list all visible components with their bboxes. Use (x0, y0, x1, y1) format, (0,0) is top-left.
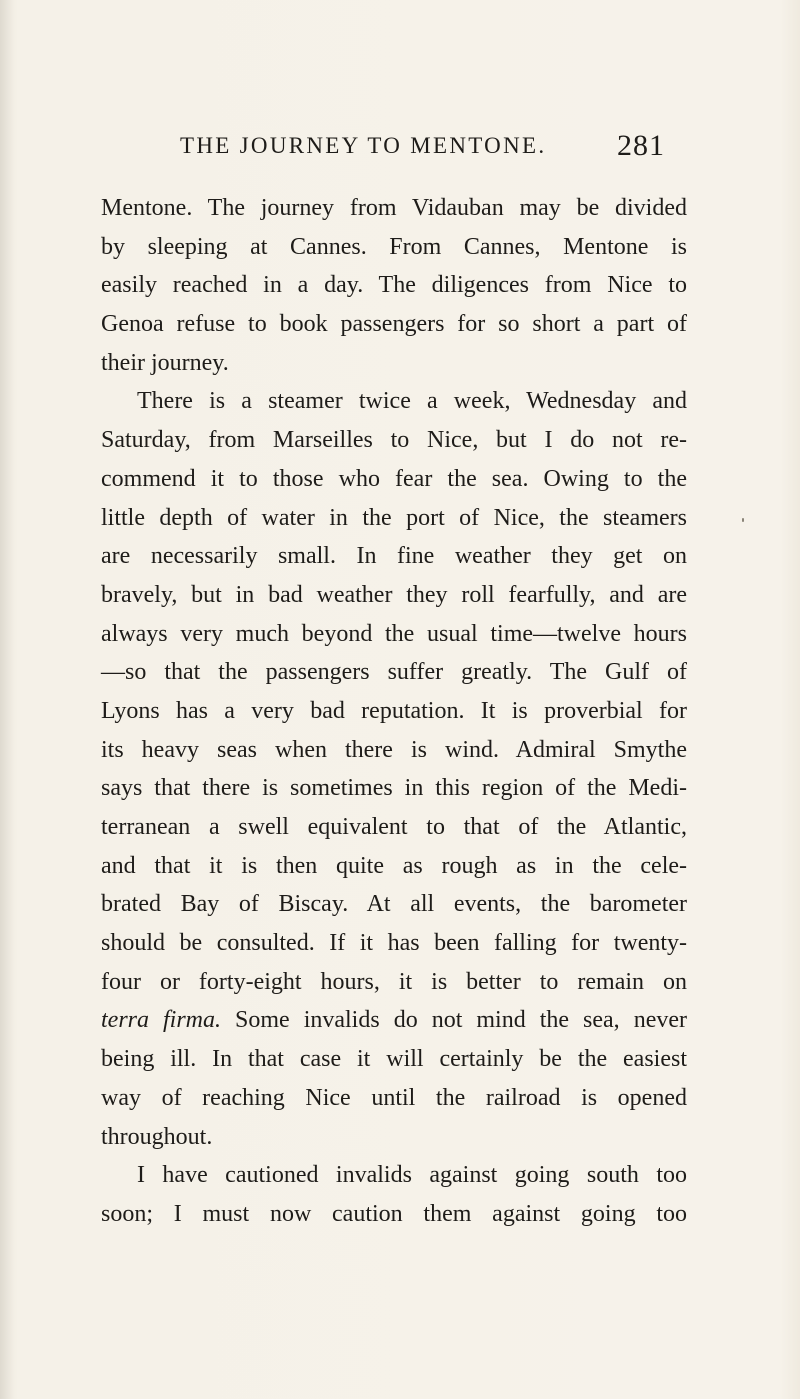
text-line: brated Bay of Biscay. At all events, the barometer (101, 891, 687, 918)
text-line: being ill. In that case it will certainly be the easiest (101, 1046, 687, 1073)
text-line: their journey. (101, 349, 229, 376)
text-line: and that it is then quite as rough as in the cele- (101, 852, 687, 879)
running-title: THE JOURNEY TO MENTONE. (180, 133, 547, 158)
text-line: Saturday, from Marseilles to Nice, but I do not re- (101, 427, 687, 454)
text-line: by sleeping at Cannes. From Cannes, Mentone is (101, 233, 687, 260)
text-line-rest: Some invalids do not mind the sea, never (221, 1007, 687, 1034)
text-line: terranean a swell equivalent to that of the Atlantic, (101, 814, 687, 840)
page-header (180, 129, 680, 173)
text-line-with-italic (101, 1001, 687, 1040)
text-line: Lyons has a very bad reputation. It is proverbial for (101, 697, 687, 724)
body-text (101, 189, 687, 1234)
text-line: way of reaching Nice until the railroad is opened (101, 1084, 687, 1111)
text-line: four or forty-eight hours, it is better to remain on (101, 968, 687, 995)
binding-shadow (0, 0, 14, 1399)
text-line: Genoa refuse to book passengers for so short a part of (101, 311, 687, 338)
italic-phrase: terra firma. (101, 1007, 222, 1034)
text-line: soon; I must now caution them against going too (101, 1200, 687, 1227)
text-line: says that there is sometimes in this region of the Medi- (101, 775, 687, 802)
text-line: commend it to those who fear the sea. Owing to the (101, 465, 687, 492)
text-line: easily reached in a day. The diligences from Nice to (101, 272, 687, 299)
text-line: I have cautioned invalids against going south too (137, 1162, 687, 1189)
text-line: bravely, but in bad weather they roll fearfully, and are (101, 581, 687, 608)
text-line: are necessarily small. In fine weather they get on (101, 543, 687, 570)
text-line: its heavy seas when there is wind. Admiral Smythe (101, 736, 687, 763)
text-line: throughout. (101, 1123, 213, 1150)
page-number: 281 (617, 129, 665, 162)
text-line: always very much beyond the usual time—twelve hours (101, 620, 687, 647)
text-line: little depth of water in the port of Nice, the steamers (101, 504, 687, 531)
text-line: should be consulted. If it has been falling for twenty- (101, 930, 687, 957)
text-line: —so that the passengers suffer greatly. The Gulf of (101, 659, 687, 686)
text-line: Mentone. The journey from Vidauban may be divided (101, 195, 687, 221)
text-line: There is a steamer twice a week, Wednesday and (137, 388, 687, 415)
paper-speck (742, 518, 744, 522)
